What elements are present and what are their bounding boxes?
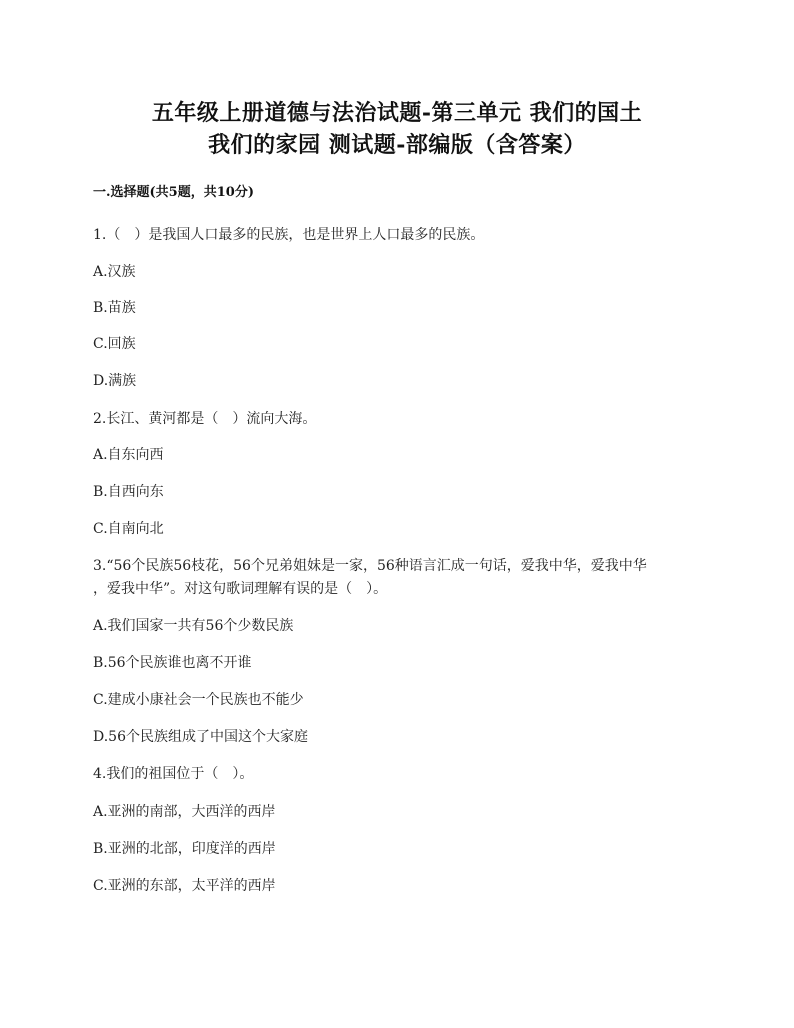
question-4-option-c: C.亚洲的东部，太平洋的西岸 xyxy=(93,878,276,894)
question-1-option-a: A.汉族 xyxy=(93,264,136,280)
question-1-option-c: C.回族 xyxy=(93,336,136,352)
question-3-option-d: D.56个民族组成了中国这个大家庭 xyxy=(93,729,308,745)
question-3-option-c: C.建成小康社会一个民族也不能少 xyxy=(93,692,304,708)
question-2-option-a: A.自东向西 xyxy=(93,447,164,463)
document-title-line-2: 我们的家园 测试题-部编版（含答案） xyxy=(208,132,586,158)
document-title-line-1: 五年级上册道德与法治试题-第三单元 我们的国土 xyxy=(151,100,643,126)
question-4-option-b: B.亚洲的北部，印度洋的西岸 xyxy=(93,841,276,857)
question-4-option-a: A.亚洲的南部，大西洋的西岸 xyxy=(93,804,276,820)
question-1-option-d: D.满族 xyxy=(93,373,137,389)
question-4-stem: 4.我们的祖国位于（ ）。 xyxy=(93,766,254,782)
question-2-stem: 2.长江、黄河都是（ ）流向大海。 xyxy=(93,411,317,427)
question-2-option-b: B.自西向东 xyxy=(93,484,164,500)
question-1-option-b: B.苗族 xyxy=(93,300,136,316)
question-3-option-b: B.56个民族谁也离不开谁 xyxy=(93,655,252,671)
question-3-stem-line-1: 3.“56个民族56枝花，56个兄弟姐妹是一家，56种语言汇成一句话，爱我中华，爱我中华 xyxy=(93,558,647,574)
question-2-option-c: C.自南向北 xyxy=(93,521,164,537)
question-1-stem: 1.（ ）是我国人口最多的民族，也是世界上人口最多的民族。 xyxy=(93,227,485,243)
question-3-stem-line-2: ，爱我中华”。对这句歌词理解有误的是（ ）。 xyxy=(93,581,388,597)
question-3-option-a: A.我们国家一共有56个少数民族 xyxy=(93,618,294,634)
section-heading: 一.选择题(共5题，共10分) xyxy=(93,185,254,200)
